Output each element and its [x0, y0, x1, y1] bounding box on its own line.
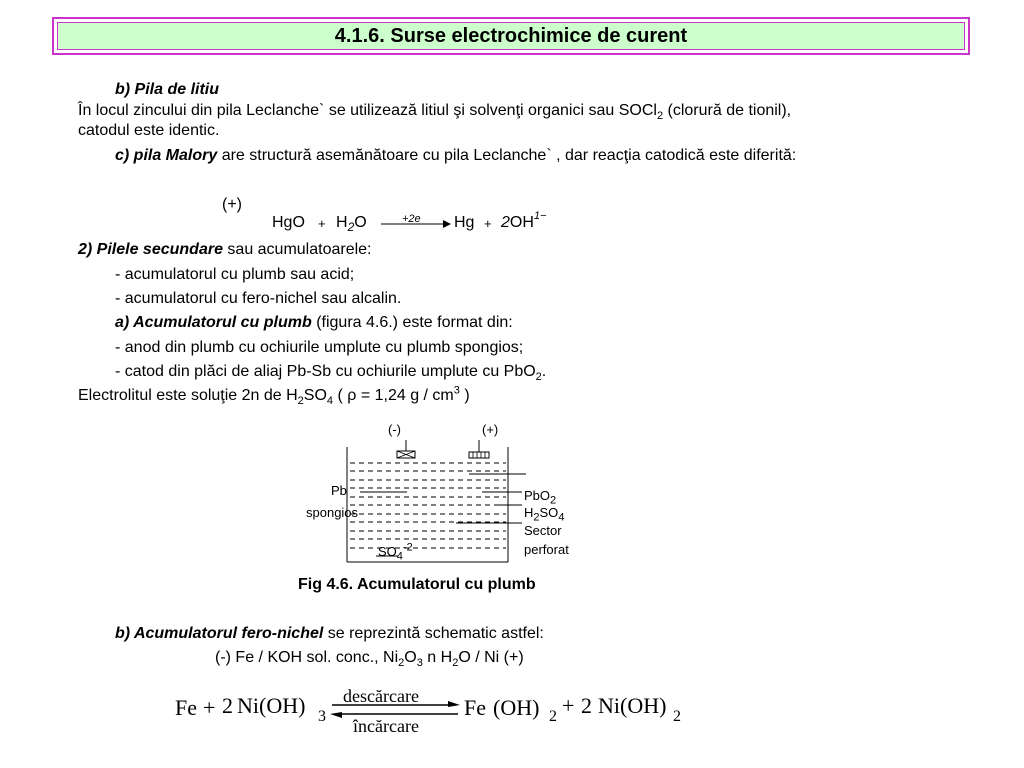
figure-label-so4 — [378, 542, 413, 562]
heading-acumulator-fero-nichel: b) Acumulatorul fero-nichel — [115, 625, 324, 642]
list-item-catod — [115, 362, 546, 382]
list-item-fero-nichel: - acumulatorul cu fero-nichel sau alcalin. — [115, 290, 402, 307]
fero-text: se reprezintă schematic astfel: — [323, 625, 544, 642]
eq1-h: H — [336, 214, 348, 231]
eq1-reactant-hgo: HgO — [272, 214, 305, 231]
catod-end: . — [541, 363, 547, 380]
electrolit-sub2: 4 — [326, 395, 334, 408]
catod-text: - catod din plăci de aliaj Pb-Sb cu ochiurile umplute cu PbO — [115, 363, 536, 380]
fero-d: O / Ni (+) — [458, 649, 524, 666]
fero-s1: 2 — [398, 657, 405, 670]
eq1-oh-charge: 1− — [533, 210, 547, 222]
eq2-plus1: + — [203, 695, 216, 720]
electrolit-rest: ( ρ = 1,24 g / cm — [333, 387, 454, 404]
page-title: 4.1.6. Surse electrochimice de curent — [57, 22, 965, 50]
eq1-oh-coef: 2 — [501, 214, 510, 231]
socl2-subscript: 2 — [656, 110, 664, 123]
pbo2-subscript: 2 — [535, 371, 542, 384]
eq2-sub3: 3 — [318, 708, 326, 725]
eq2-nioh2: Ni(OH) — [598, 693, 667, 718]
electrolit-sub1: 2 — [297, 395, 304, 408]
fero-s2: 3 — [416, 657, 423, 670]
eq2-sub2a: 2 — [549, 708, 557, 725]
eq1-h-sub: 2 — [347, 220, 355, 234]
pbo2-text: PbO — [524, 488, 551, 503]
eq1-oh: OH — [509, 214, 534, 231]
secundare-line — [78, 240, 372, 260]
figure-caption: Fig 4.6. Acumulatorul cu plumb — [298, 576, 536, 593]
fero-b: O — [404, 649, 417, 666]
electrolit-end: ) — [459, 387, 470, 404]
eq2-plus2: + — [562, 693, 575, 718]
electrolit-pre: Electrolitul este soluţie 2n de H — [78, 387, 298, 404]
list-item-anod: - anod din plumb cu ochiurile umplute cu plumb spongios; — [115, 339, 524, 356]
litiu-paragraph-line1 — [78, 101, 791, 121]
figure-minus-terminal-label: (-) — [388, 422, 401, 437]
fero-cell-formula — [215, 648, 524, 668]
eq2-coef1: 2 — [222, 693, 233, 718]
figure-label-h2so4 — [524, 503, 564, 523]
figure-label-spongios: spongios — [306, 505, 359, 520]
eq2-nioh: Ni(OH) — [237, 693, 306, 718]
eq1-o: O — [354, 214, 367, 231]
so4-sub: 4 — [396, 550, 403, 563]
eq2-equilibrium-arrows — [328, 701, 464, 719]
eq1-plus-sign: (+) — [222, 196, 242, 213]
plumb-text: (figura 4.6.) este format din: — [311, 314, 513, 331]
heading-pila-malory: c) pila Malory — [115, 147, 218, 164]
eq1-plus1: + — [318, 216, 326, 231]
h2so4-sub2: 4 — [558, 511, 565, 524]
heading-pile-secundare: 2) Pilele secundare — [78, 241, 223, 258]
eq1-product-hg: Hg — [454, 214, 475, 231]
fero-a: (-) Fe / KOH sol. conc., Ni — [215, 649, 399, 666]
eq1-arrow-label: +2e — [402, 213, 421, 225]
fero-c: n H — [422, 649, 453, 666]
title-box — [52, 17, 970, 55]
eq2-bottom-label: încărcare — [353, 716, 419, 736]
heading-pila-litiu: b) Pila de litiu — [115, 81, 220, 98]
figure-plus-terminal-label: (+) — [482, 422, 499, 437]
malory-text: are structură asemănătoare cu pila Leclanche` , dar reacţia catodică este diferită: — [217, 147, 797, 164]
eq2-fe: Fe — [175, 695, 197, 720]
litiu-paragraph-line2: catodul este identic. — [78, 122, 220, 139]
litiu-line1-text: În locul zincului din pila Leclanche` se utilizează litiul şi solvenţi organici sau SOCl — [78, 102, 657, 119]
electrolit-line — [78, 386, 470, 406]
eq2-sub2b: 2 — [673, 708, 681, 725]
figure-label-sector: Sector — [524, 523, 562, 538]
fero-line — [115, 624, 544, 644]
pbo2-sub: 2 — [550, 494, 557, 507]
so4-sup: -2 — [402, 541, 413, 554]
eq1-product-oh — [501, 210, 547, 234]
lead-accumulator-diagram — [340, 440, 530, 565]
electrolit-mid: SO — [303, 387, 327, 404]
eq1-reaction-arrow — [380, 218, 452, 230]
malory-line — [115, 146, 796, 166]
electrolit-sup: 3 — [453, 384, 460, 397]
h2so4-sub1: 2 — [533, 511, 540, 524]
eq2-fe2: Fe — [464, 695, 486, 720]
eq2-oh: (OH) — [493, 695, 540, 720]
h2so4-h: H — [524, 505, 534, 520]
figure-label-pb: Pb — [331, 483, 347, 498]
heading-acumulator-plumb: a) Acumulatorul cu plumb — [115, 314, 312, 331]
secundare-text: sau acumulatoarele: — [222, 241, 372, 258]
so4-text: SO — [378, 544, 397, 559]
litiu-line1-end: (clorură de tionil), — [663, 102, 792, 119]
eq2-coef2: 2 — [581, 693, 592, 718]
figure-label-perforat: perforat — [524, 542, 569, 557]
h2so4-so: SO — [539, 505, 559, 520]
eq2-top-label: descărcare — [343, 686, 419, 706]
eq1-reactant-water — [336, 213, 367, 233]
eq1-plus2: + — [484, 216, 492, 231]
fero-s3: 2 — [452, 657, 459, 670]
plumb-line — [115, 313, 513, 333]
list-item-plumb: - acumulatorul cu plumb sau acid; — [115, 266, 355, 283]
